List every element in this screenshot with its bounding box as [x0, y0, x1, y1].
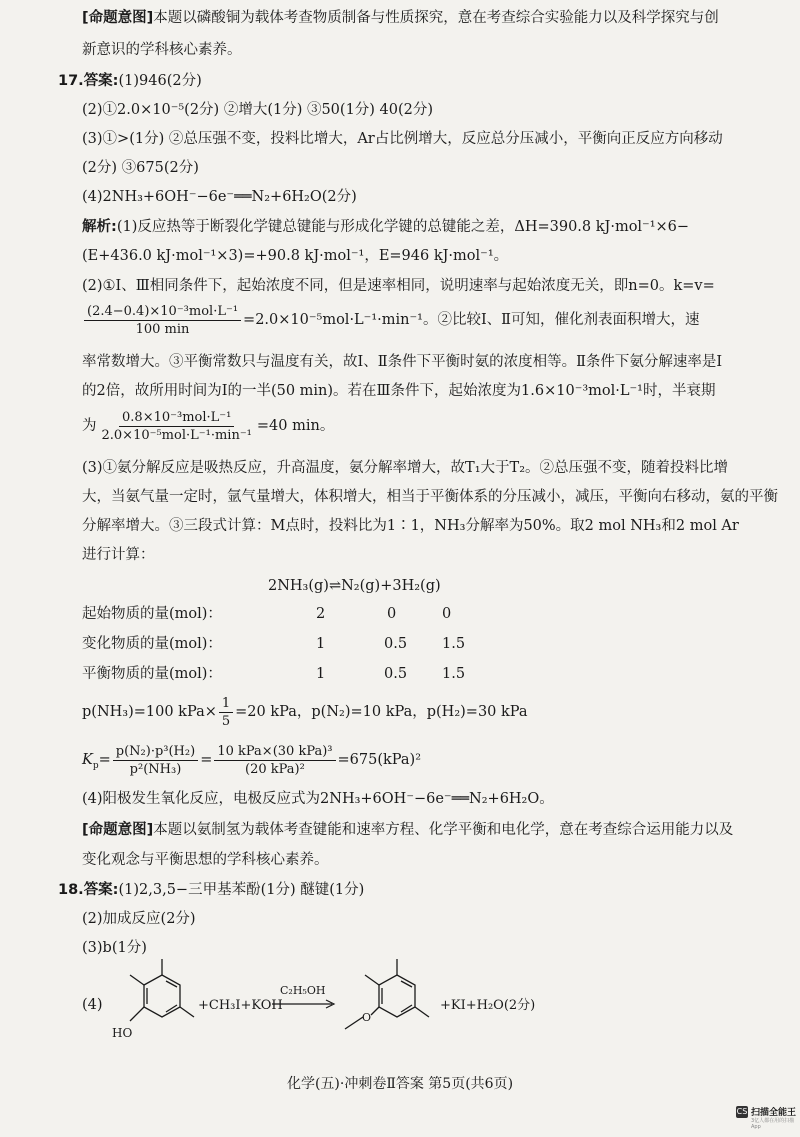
ice-table: 起始物质的量(mol)： 2 0 0 变化物质的量(mol)： 1 0.5 1.5 平衡物质的量(mol)： 1 0.5 1.5 — [82, 606, 466, 682]
q17-answer-3a: (3)①>(1分) ②总压强不变，投料比增大，Ar占比例增大，反应总分压减小，平衡向正反应方向移动 — [82, 131, 723, 147]
explanation-line-2e: 为 $\frac{\text{0.8×10⁻³mol·L⁻¹}}{\text{2.0×10⁻⁵mol·L⁻¹·min⁻¹}}$ =40 min。 — [82, 409, 335, 443]
intent-q17-line-2: 变化观念与平衡思想的学科核心素养。 — [82, 852, 329, 868]
q17-number: 17. — [58, 73, 84, 89]
intent-tag: [命题意图] — [82, 822, 154, 838]
answer-label: 答案: — [83, 73, 119, 89]
q17-answer-4: (4)2NH₃+6OH⁻−6e⁻══N₂+6H₂O(2分) — [82, 189, 357, 205]
reaction-condition: C₂H₅OH — [280, 984, 326, 997]
intent-tag: [命题意图] — [82, 10, 154, 26]
explanation-line-3d: 进行计算： — [82, 547, 155, 563]
q17-answer-line: 17.答案:(1)946(2分) — [58, 73, 202, 89]
q18-answer-4-label: (4) — [82, 997, 103, 1013]
scanner-logo-icon: CS — [736, 1106, 748, 1116]
reaction-products: +KI+H₂O(2分) — [440, 998, 536, 1013]
reaction-arrow-icon — [272, 998, 338, 1010]
explanation-line-3b: 大，当氨气量一定时，氩气量增大，体积增大，相当于平衡体系的分压减小，减压，平衡向右移动，氨的平衡 — [82, 489, 778, 505]
intent-line-1: [命题意图]本题以磷酸铜为载体考查物质制备与性质探究，意在考查综合实验能力以及科学探究与创 — [82, 10, 719, 26]
kp-fraction-numeric: $\frac{\text{10 kPa×(30 kPa)³}}{\text{(20 kPa)²}}$ — [214, 743, 335, 778]
explanation-line-1a: 解析:(1)反应热等于断裂化学键总键能与形成化学键的总键能之差，ΔH=390.8 kJ·mol⁻¹×6− — [82, 219, 690, 235]
half-life-fraction: $\frac{\text{0.8×10⁻³mol·L⁻¹}}{\text{2.0×10⁻⁵mol·L⁻¹·min⁻¹}}$ — [101, 409, 252, 443]
rate-fraction: $\frac{\text{(2.4−0.4)×10⁻³mol·L⁻¹}}{100 \min}$ — [84, 303, 241, 338]
explanation-line-2a: (2)①Ⅰ、Ⅲ相同条件下，起始浓度不同，但是速率相同，说明速率与起始浓度无关，即n=0。k=v= — [82, 278, 715, 294]
reaction-reagents: +CH₃I+KOH — [198, 998, 283, 1013]
intent-line-2: 新意识的学科核心素养。 — [82, 42, 242, 58]
svg-text:O: O — [362, 1011, 372, 1024]
partial-pressure-line: p(NH₃)=100 kPa× $\frac{1}{5}$ =20 kPa，p(N₂)=10 kPa，p(H₂)=30 kPa — [82, 695, 528, 729]
kp-fraction-symbolic: $\frac{\text{p(N₂)·p³(H₂)}}{\text{p²(NH₃)}}$ — [113, 743, 198, 778]
q18-answer-line: 18.答案:(1)2,3,5−三甲基苯酚(1分) 醚键(1分) — [58, 882, 365, 898]
explanation-line-4: (4)阳极发生氧化反应，电极反应式为2NH₃+6OH⁻−6e⁻══N₂+6H₂O。 — [82, 791, 554, 807]
hydroxyl-label: HO — [112, 1026, 133, 1040]
explanation-label: 解析: — [82, 219, 117, 235]
explanation-line-2b: $\frac{\text{(2.4−0.4)×10⁻³mol·L⁻¹}}{100 \min}$ =2.0×10⁻⁵mol·L⁻¹·min⁻¹。②比较Ⅰ、Ⅱ可知，催化剂表面积增大，速 — [82, 302, 700, 338]
q18-answer-2: (2)加成反应(2分) — [82, 911, 196, 927]
explanation-line-3c: 分解率增大。③三段式计算：M点时，投料比为1∶1，NH₃分解率为50%。取2 mol NH₃和2 mol Ar — [82, 518, 739, 534]
trimethylphenol-structure — [100, 955, 210, 1055]
scanner-watermark: CS 扫描全能王 3亿人都在用的扫描App — [736, 1106, 797, 1130]
kp-expression: $K_p=$ $\frac{\text{p(N₂)·p³(H₂)}}{\text{p²(NH₃)}}$ = $\frac{\text{10 kPa×(30 kPa)³}}{\text{(20 kPa)²}}$ =675(kPa)² — [82, 743, 422, 777]
q18-number: 18. — [58, 882, 84, 898]
explanation-line-1b: (E+436.0 kJ·mol⁻¹×3)=+90.8 kJ·mol⁻¹，E=946 kJ·mol⁻¹。 — [82, 248, 509, 264]
one-fifth-fraction: $\frac{1}{5}$ — [219, 695, 233, 730]
intent-q17-line-1: [命题意图]本题以氨制氢为载体考查键能和速率方程、化学平衡和电化学，意在考查综合运用能力以及 — [82, 822, 734, 838]
trimethylanisole-structure — [335, 955, 445, 1055]
explanation-line-2d: 的2倍，故所用时间为Ⅰ的一半(50 min)。若在Ⅲ条件下，起始浓度为1.6×10⁻³mol·L⁻¹时，半衰期 — [82, 383, 716, 399]
q17-answer-2: (2)①2.0×10⁻⁵(2分) ②增大(1分) ③50(1分) 40(2分) — [82, 102, 434, 118]
explanation-line-3a: (3)①氨分解反应是吸热反应，升高温度，氨分解率增大，故T₁大于T₂。②总压强不变，随着投料比增 — [82, 460, 729, 476]
equilibrium-equation: 2NH₃(g)⇌N₂(g)+3H₂(g) — [268, 578, 441, 594]
explanation-line-2c: 率常数增大。③平衡常数只与温度有关，故Ⅰ、Ⅱ条件下平衡时氨的浓度相等。Ⅱ条件下氨分解速率是Ⅰ — [82, 354, 723, 370]
page-footer: 化学(五)·冲刺卷Ⅱ答案 第5页(共6页) — [286, 1076, 514, 1092]
q18-answer-3: (3)b(1分) — [82, 940, 147, 956]
q17-answer-3b: (2分) ③675(2分) — [82, 160, 199, 176]
answer-label: 答案: — [83, 882, 119, 898]
